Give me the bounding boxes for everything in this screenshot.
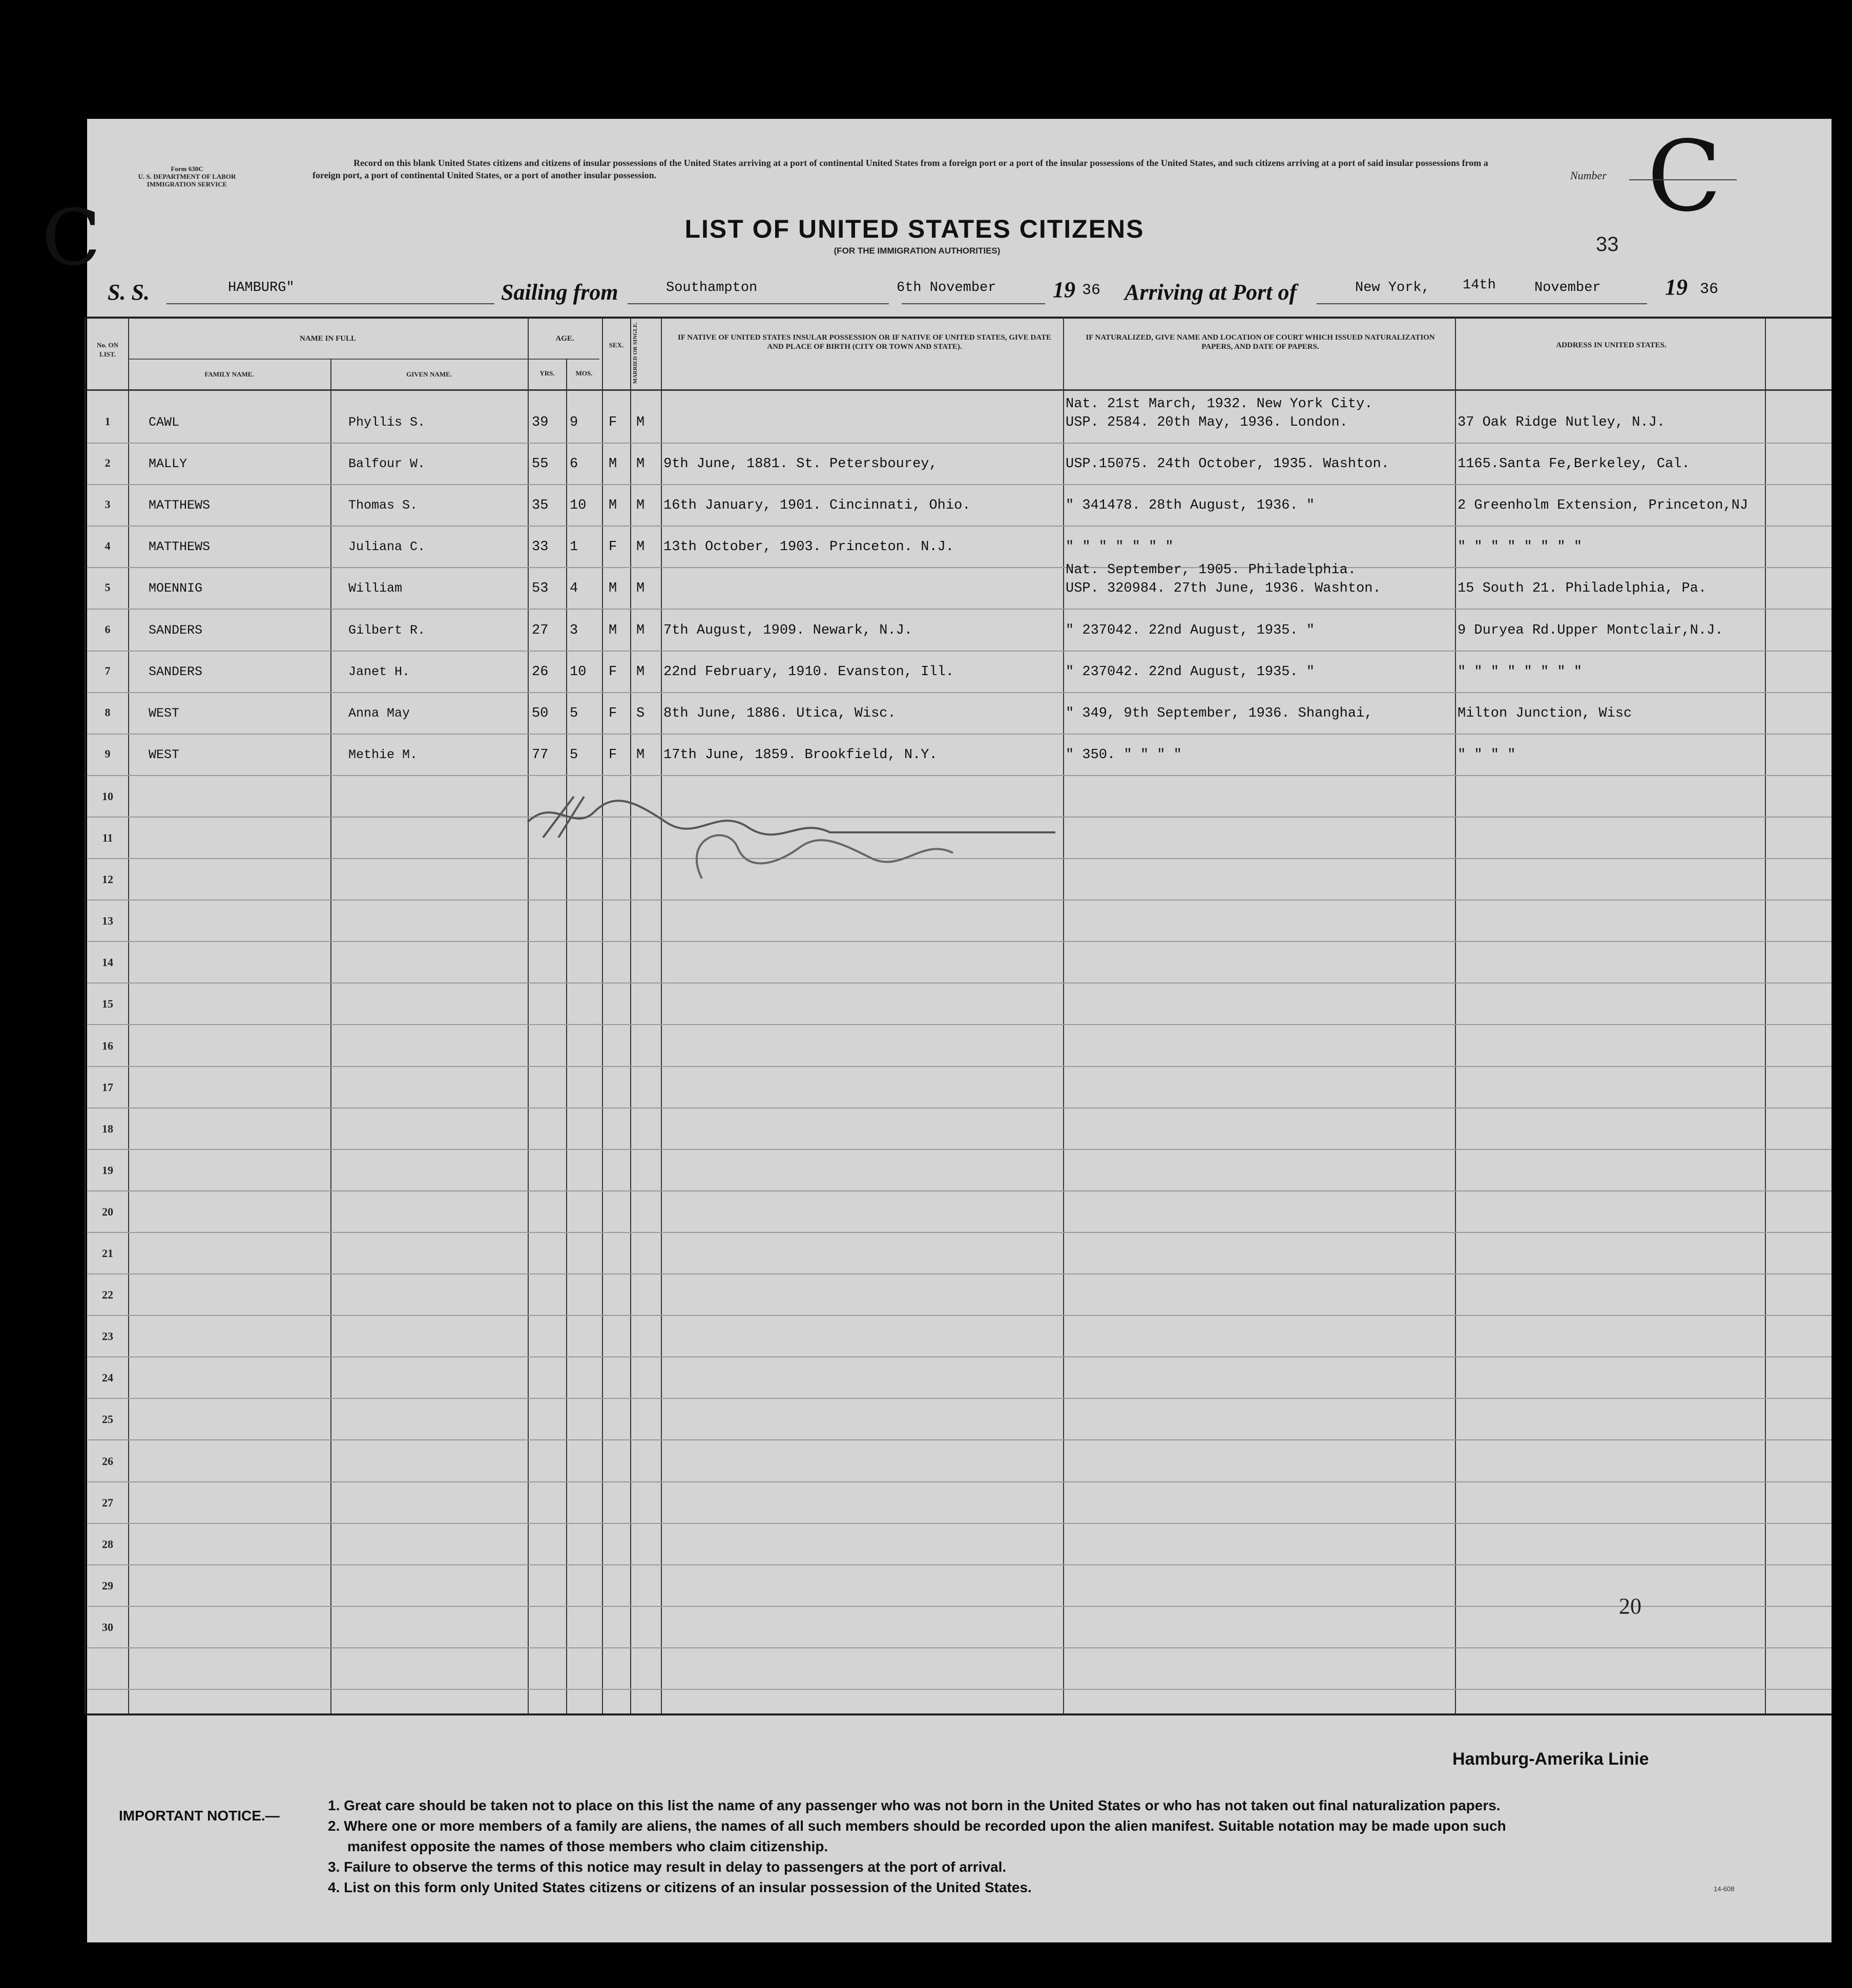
row-rule	[87, 692, 1832, 693]
col-header-birth: IF NATIVE OF UNITED STATES INSULAR POSSESSION OR IF NATIVE OF UNITED STATES, GIVE DATE AND PLACE OF BIRTH (CITY OR TOWN AND STATE).	[678, 333, 1051, 351]
col-header-name: NAME IN FULL	[299, 334, 356, 343]
manifest-sheet	[87, 119, 1832, 1942]
punch-hole	[57, 689, 80, 712]
row-rule	[87, 484, 1832, 485]
sex: F	[609, 706, 617, 721]
given-name: Juliana C.	[348, 539, 426, 554]
rownum-filled: 2	[105, 456, 111, 469]
marital-status: M	[636, 623, 645, 638]
row-rule	[87, 1232, 1832, 1233]
naturalization-info: " 349, 9th September, 1936. Shanghai,	[1066, 706, 1373, 721]
family-name: WEST	[149, 706, 180, 721]
row-rule	[87, 1564, 1832, 1565]
row-rule	[87, 1066, 1832, 1067]
age-years: 77	[532, 747, 549, 763]
row-number: 29	[102, 1579, 113, 1592]
notice-item-2: 2. Where one or more members of a family are aliens, the names of all such members should be recorded upon the alien manifest. Suitable notation may be made upon such	[328, 1818, 1506, 1834]
given-name: Methie M.	[348, 747, 418, 762]
row-rule	[87, 982, 1832, 983]
row-rule	[87, 1523, 1832, 1524]
row-rule	[87, 1606, 1832, 1607]
family-name: MALLY	[149, 456, 188, 471]
col-header-naturalized: IF NATURALIZED, GIVE NAME AND LOCATION OF COURT WHICH ISSUED NATURALIZATION PAPERS, AND DATE OF PAPERS.	[1086, 333, 1435, 351]
naturalization-info: USP.15075. 24th October, 1935. Washton.	[1066, 456, 1389, 472]
punch-hole	[60, 1644, 83, 1667]
row-rule	[87, 609, 1832, 610]
ss-label: S. S.	[108, 280, 150, 305]
marital-status: M	[636, 664, 645, 680]
company-stamp: Hamburg-Amerika Linie	[1452, 1749, 1649, 1769]
col-header-no: No. ON LIST.	[97, 341, 118, 358]
punch-hole	[50, 333, 73, 355]
sex: F	[609, 539, 617, 555]
age-months: 10	[570, 498, 587, 513]
given-name: Janet H.	[348, 664, 410, 679]
row-rule	[87, 526, 1832, 527]
us-address: 1165.Santa Fe,Berkeley, Cal.	[1458, 456, 1690, 472]
sex: F	[609, 747, 617, 763]
rownum-filled: 7	[105, 664, 111, 677]
family-name: WEST	[149, 747, 180, 762]
row-rule	[87, 1315, 1832, 1316]
row-number: 26	[102, 1455, 113, 1468]
rownum-filled: 1	[105, 415, 111, 428]
row-rule	[87, 1398, 1832, 1399]
row-number: 14	[102, 956, 113, 969]
family-name: MOENNIG	[149, 581, 203, 596]
naturalization-info: " 350. " " " "	[1066, 747, 1182, 763]
age-years: 39	[532, 415, 549, 430]
row-number: 16	[102, 1039, 113, 1052]
punch-hole	[60, 1372, 83, 1394]
age-years: 35	[532, 498, 549, 513]
age-years: 33	[532, 539, 549, 555]
row-rule	[87, 1356, 1832, 1357]
rownum-filled: 5	[105, 581, 111, 594]
row-rule	[87, 775, 1832, 776]
row-rule	[87, 651, 1832, 652]
row-number: 20	[102, 1205, 113, 1218]
depart-day: 6th November	[897, 280, 996, 296]
col-header-married: MARRIED OR SINGLE.	[632, 322, 638, 384]
us-address: 9 Duryea Rd.Upper Montclair,N.J.	[1458, 623, 1723, 638]
col-header-given: GIVEN NAME.	[406, 370, 452, 378]
form-instructions: Record on this blank United States citizens and citizens of insular possessions of the United States arriving at a port of continental United States from a foreign port or a port of the insular possessions of the United States, and such citizens arriving at a port of said insular possessions from a foreign port, a port of continental United States, or a port of another insular possession.	[313, 158, 1488, 180]
row-rule	[87, 1647, 1832, 1648]
birth-info: 22nd February, 1910. Evanston, Ill.	[663, 664, 954, 680]
arrive-year: 36	[1700, 281, 1719, 298]
naturalization-info: " " " " " " "	[1066, 539, 1174, 555]
age-years: 53	[532, 581, 549, 596]
us-address: 15 South 21. Philadelphia, Pa.	[1458, 581, 1707, 596]
form-identifier: Form 630C U. S. DEPARTMENT OF LABOR IMMIGRATION SERVICE	[138, 165, 236, 188]
row-rule	[87, 1481, 1832, 1482]
row-number: 21	[102, 1247, 113, 1260]
row-number: 18	[102, 1122, 113, 1135]
rownum-filled: 9	[105, 747, 111, 760]
family-name: MATTHEWS	[149, 498, 211, 513]
row-number: 13	[102, 914, 113, 927]
print-code: 14-608	[1714, 1885, 1735, 1893]
age-years: 55	[532, 456, 549, 472]
row-number: 23	[102, 1330, 113, 1343]
naturalization-info-2: USP. 2584. 20th May, 1936. London.	[1066, 415, 1348, 430]
us-address: " " " " " " " "	[1458, 664, 1583, 680]
given-name: Gilbert R.	[348, 623, 426, 638]
col-header-mos: MOS.	[575, 369, 593, 377]
row-number: 22	[102, 1288, 113, 1301]
row-rule	[87, 1273, 1832, 1274]
row-number: 11	[102, 831, 113, 844]
col-header-age: AGE.	[555, 334, 574, 343]
arriving-label: Arriving at Port of	[1125, 280, 1297, 305]
given-name: Balfour W.	[348, 456, 426, 471]
row-number: 30	[102, 1621, 113, 1634]
row-number: 24	[102, 1371, 113, 1384]
page-title: LIST OF UNITED STATES CITIZENS	[684, 215, 1145, 243]
row-rule	[87, 1190, 1832, 1191]
page-subtitle: (FOR THE IMMIGRATION AUTHORITIES)	[834, 246, 1001, 256]
marital-status: M	[636, 539, 645, 555]
age-months: 10	[570, 664, 587, 680]
row-number: 10	[102, 790, 113, 803]
sailing-from-label: Sailing from	[501, 280, 618, 305]
notice-item-2b: manifest opposite the names of those members who claim citizenship.	[347, 1838, 828, 1854]
col-header-sex: SEX.	[609, 341, 624, 349]
rownum-filled: 4	[105, 539, 111, 552]
us-address: 37 Oak Ridge Nutley, N.J.	[1458, 415, 1666, 430]
row-rule	[87, 1689, 1832, 1690]
sex: F	[609, 664, 617, 680]
row-number: 19	[102, 1164, 113, 1177]
depart-year: 36	[1082, 282, 1101, 299]
marital-status: M	[636, 747, 645, 763]
naturalization-info: " 237042. 22nd August, 1935. "	[1066, 664, 1315, 680]
punch-hole	[60, 1283, 83, 1306]
age-months: 6	[570, 456, 578, 472]
row-number: 28	[102, 1538, 113, 1551]
given-name: Anna May	[348, 706, 410, 721]
port-to: New York,	[1355, 280, 1430, 296]
inspector-signature	[512, 791, 1076, 914]
age-months: 5	[570, 747, 578, 763]
rownum-filled: 3	[105, 498, 111, 511]
row-number: 17	[102, 1081, 113, 1094]
naturalization-info-2: USP. 320984. 27th June, 1936. Washton.	[1066, 581, 1381, 596]
rownum-filled: 8	[105, 706, 111, 719]
age-years: 50	[532, 706, 549, 721]
family-name: SANDERS	[149, 623, 203, 638]
us-address: Milton Junction, Wisc	[1458, 706, 1632, 721]
rownum-filled: 6	[105, 623, 111, 636]
port-from: Southampton	[666, 280, 758, 296]
family-name: CAWL	[149, 415, 180, 430]
row-rule	[87, 941, 1832, 942]
number-label: Number	[1570, 169, 1607, 182]
form-letter-left: C	[42, 194, 101, 283]
row-number: 12	[102, 873, 113, 886]
row-rule	[87, 1024, 1832, 1025]
row-rule	[87, 1107, 1832, 1108]
form-letter-right: C	[1647, 120, 1722, 233]
naturalization-info: " 237042. 22nd August, 1935. "	[1066, 623, 1315, 638]
year-prefix-arrive: 19	[1665, 275, 1688, 300]
us-address: " " " " " " " "	[1458, 539, 1583, 555]
punch-hole	[57, 781, 80, 804]
birth-info: 13th October, 1903. Princeton. N.J.	[663, 539, 954, 555]
birth-info: 9th June, 1881. St. Petersbourey,	[663, 456, 938, 472]
marital-status: M	[636, 456, 645, 472]
age-years: 27	[532, 623, 549, 638]
ship-name: HAMBURG"	[228, 280, 295, 296]
age-years: 26	[532, 664, 549, 680]
notice-item-3: 3. Failure to observe the terms of this notice may result in delay to passengers at the port of arrival.	[328, 1859, 1007, 1875]
row-number: 27	[102, 1496, 113, 1509]
marital-status: S	[636, 706, 645, 721]
notice-item-4: 4. List on this form only United States citizens or citizens of an insular possession of the United States.	[328, 1879, 1032, 1895]
year-prefix-depart: 19	[1053, 277, 1075, 302]
punch-hole	[60, 1729, 83, 1751]
sex: M	[609, 456, 617, 472]
given-name: William	[348, 581, 403, 596]
row-number: 15	[102, 997, 113, 1010]
us-address: 2 Greenholm Extension, Princeton,NJ	[1458, 498, 1749, 513]
given-name: Phyllis S.	[348, 415, 426, 430]
sex: F	[609, 415, 617, 430]
birth-info: 8th June, 1886. Utica, Wisc.	[663, 706, 896, 721]
page-number: 33	[1596, 233, 1619, 256]
col-header-yrs: YRS.	[539, 369, 555, 377]
age-months: 9	[570, 415, 578, 430]
age-months: 5	[570, 706, 578, 721]
row-number: 25	[102, 1413, 113, 1426]
naturalization-info: Nat. 21st March, 1932. New York City.	[1066, 396, 1373, 412]
family-name: SANDERS	[149, 664, 203, 679]
important-notice-heading: IMPORTANT NOTICE.—	[119, 1808, 280, 1824]
arrive-day: 14th	[1463, 278, 1496, 293]
row-rule	[87, 734, 1832, 735]
col-header-address: ADDRESS IN UNITED STATES.	[1556, 341, 1667, 349]
row-rule	[87, 1439, 1832, 1440]
given-name: Thomas S.	[348, 498, 418, 513]
sex: M	[609, 581, 617, 596]
row-rule	[87, 443, 1832, 444]
footer-page-number: 20	[1619, 1594, 1641, 1619]
birth-info: 17th June, 1859. Brookfield, N.Y.	[663, 747, 938, 763]
us-address: " " " "	[1458, 747, 1516, 763]
age-months: 1	[570, 539, 578, 555]
birth-info: 7th August, 1909. Newark, N.J.	[663, 623, 913, 638]
sex: M	[609, 623, 617, 638]
notice-item-1: 1. Great care should be taken not to place on this list the name of any passenger who was not born in the United States or who has not taken out final naturalization papers.	[328, 1797, 1501, 1813]
marital-status: M	[636, 498, 645, 513]
marital-status: M	[636, 581, 645, 596]
row-rule	[87, 567, 1832, 568]
age-months: 3	[570, 623, 578, 638]
naturalization-info: Nat. September, 1905. Philadelphia.	[1066, 562, 1357, 578]
col-header-family: FAMILY NAME.	[204, 370, 254, 378]
birth-info: 16th January, 1901. Cincinnati, Ohio.	[663, 498, 971, 513]
punch-hole	[50, 423, 73, 445]
sex: M	[609, 498, 617, 513]
arrive-month: November	[1534, 280, 1601, 296]
family-name: MATTHEWS	[149, 539, 211, 554]
row-rule	[87, 1149, 1832, 1150]
marital-status: M	[636, 415, 645, 430]
age-months: 4	[570, 581, 578, 596]
naturalization-info: " 341478. 28th August, 1936. "	[1066, 498, 1315, 513]
